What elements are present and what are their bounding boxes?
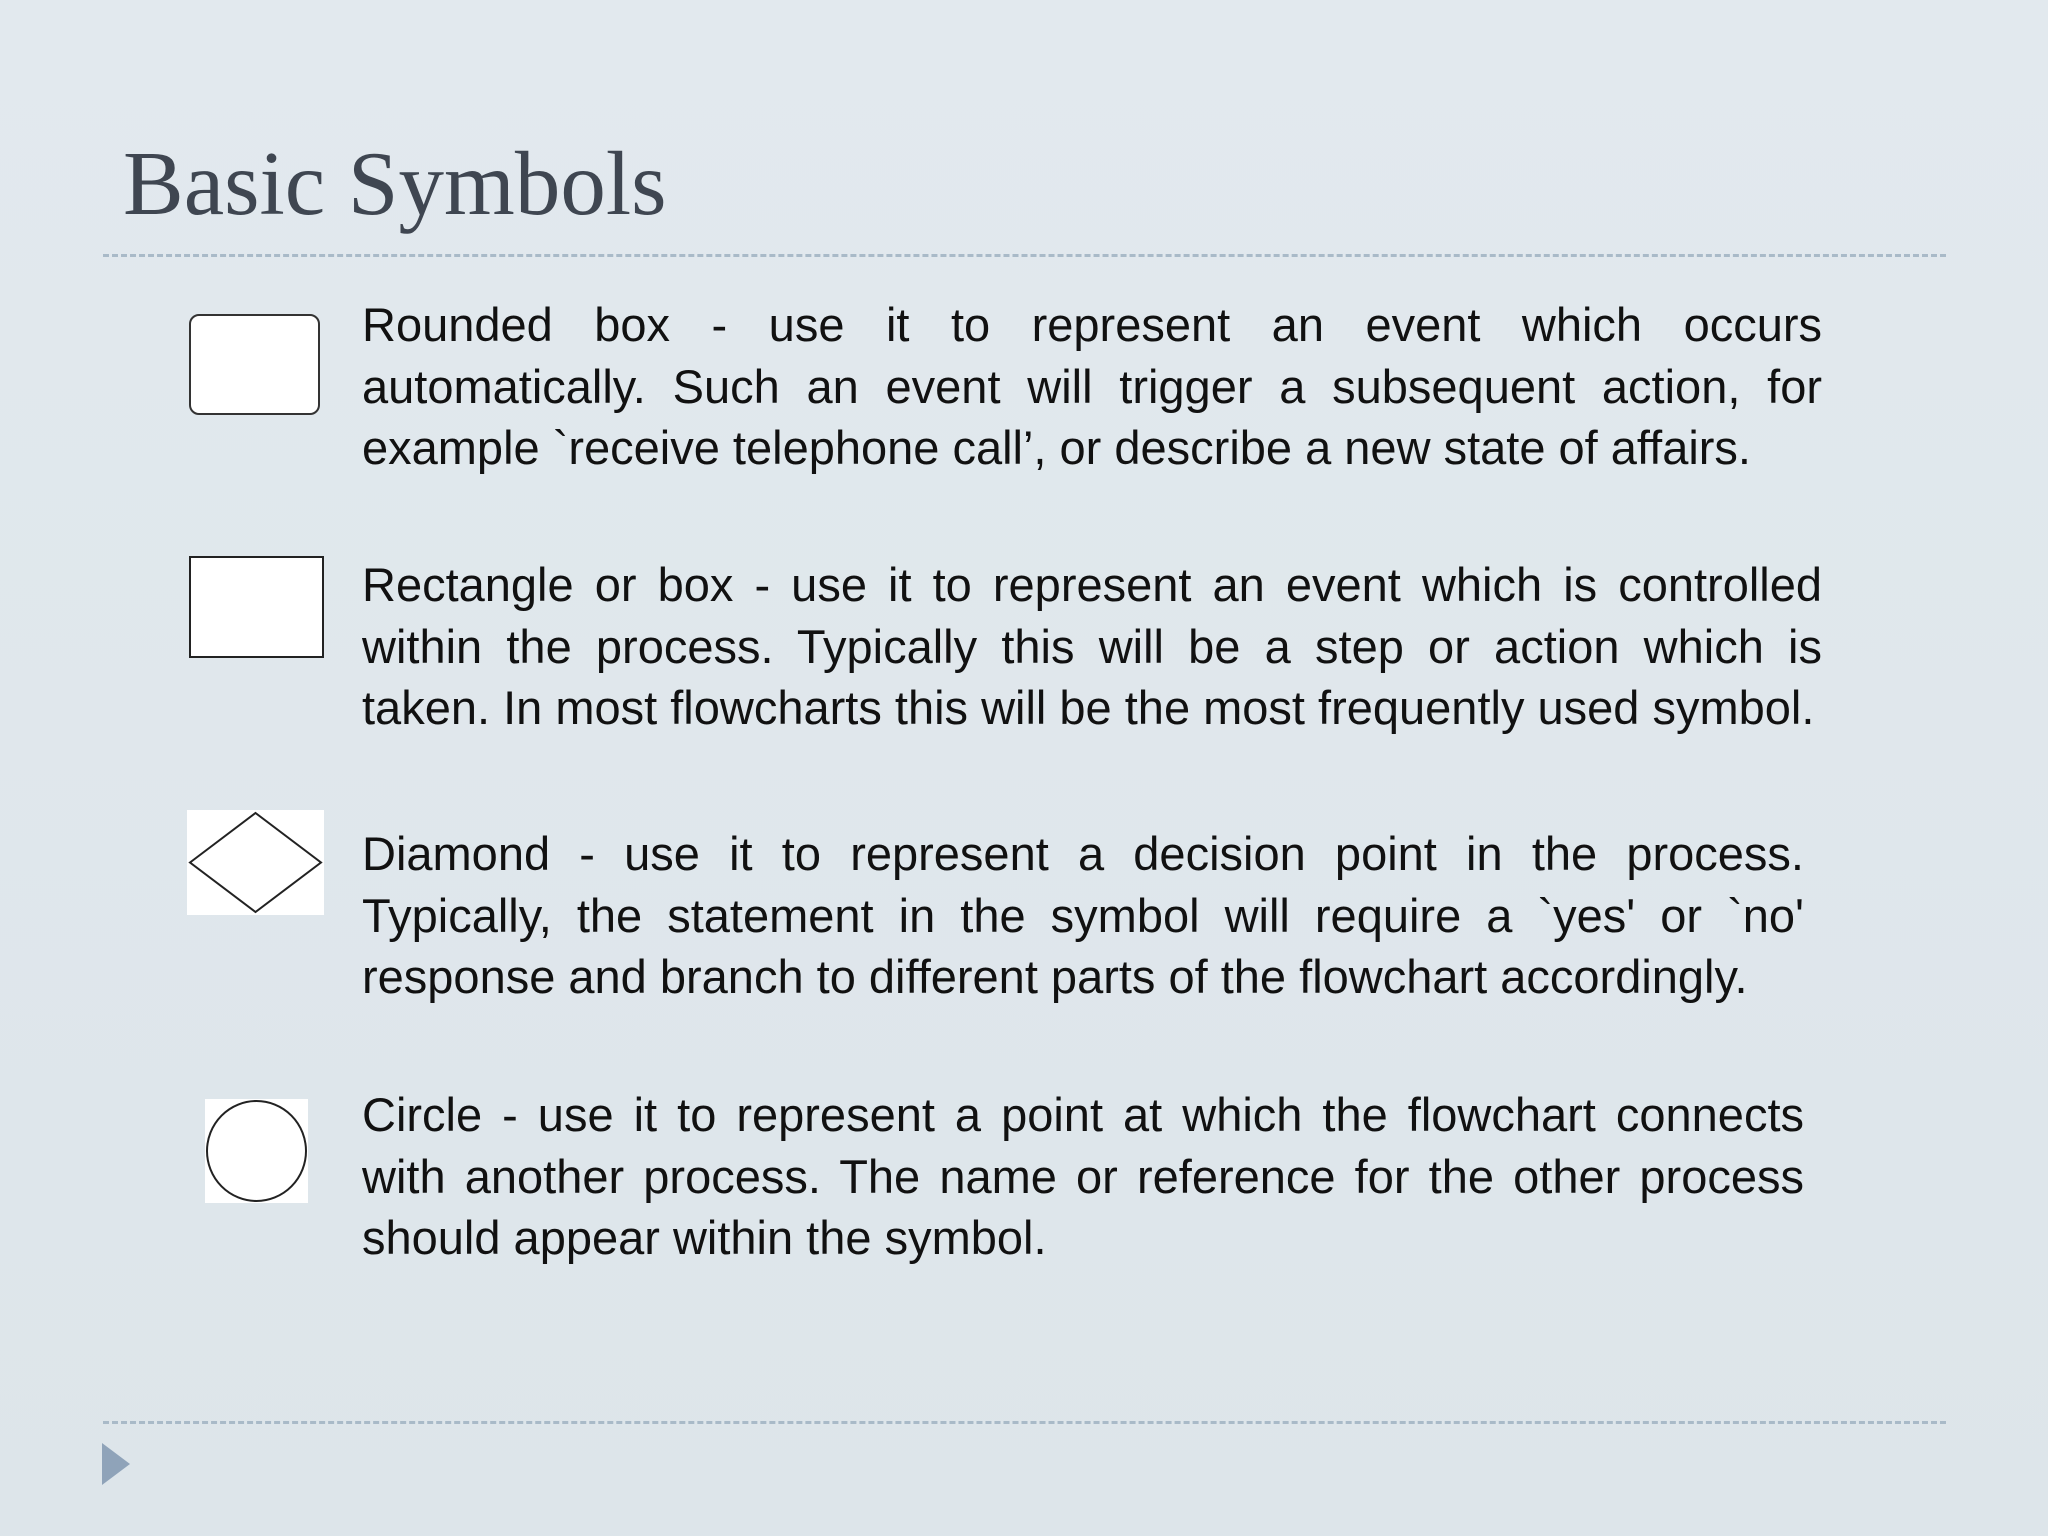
diamond-description: Diamond - use it to represent a decision point in the process. Typically, the statement in the symbol will require a `yes' or `no' response and branch to different parts of the flowchart accordingly. — [362, 827, 1804, 1003]
rounded-box-description: Rounded box - use it to represent an event which occurs automatically. Such an event will trigger a subsequent action, for example `receive telephone call’, or describe a new state of affairs. — [362, 298, 1822, 474]
rectangle-icon — [189, 556, 324, 658]
rectangle-description: Rectangle or box - use it to represent an event which is controlled within the process. Typically this will be a step or action which is taken. In most flowcharts this will be the most frequently used symbol. — [362, 558, 1822, 734]
circle-icon — [205, 1099, 308, 1203]
title-divider — [103, 254, 1946, 257]
circle-description: Circle - use it to represent a point at which the flowchart connects with another process. The name or reference for the other process should appear within the symbol. — [362, 1088, 1804, 1264]
diamond-icon — [187, 810, 324, 915]
slide-title: Basic Symbols — [123, 133, 667, 234]
rounded-box-icon — [189, 314, 320, 415]
next-slide-arrow-icon[interactable] — [102, 1443, 130, 1485]
footer-divider — [103, 1421, 1946, 1424]
